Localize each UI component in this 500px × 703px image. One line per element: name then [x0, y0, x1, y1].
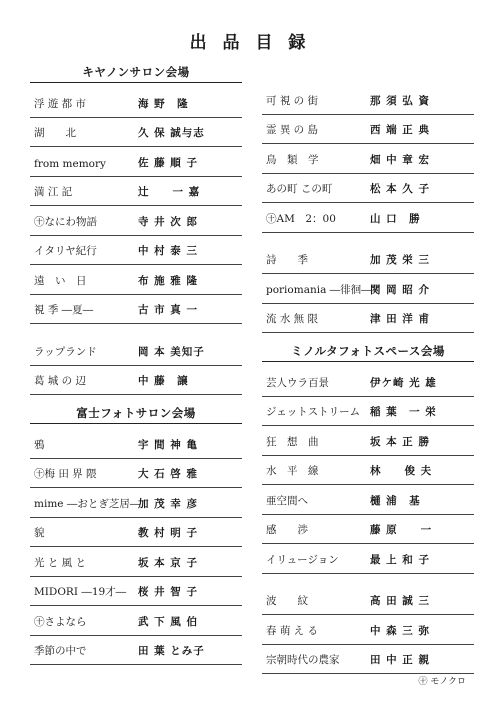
entry-title: 波 紋 [266, 595, 308, 607]
entry-row [262, 586, 474, 616]
entry-title: イリュージョン [266, 553, 339, 566]
entry-row [30, 236, 242, 266]
entry-row [262, 203, 474, 233]
entry-artist: 海 野 隆 [138, 97, 189, 110]
entry-row [30, 636, 242, 666]
entry-list [262, 85, 474, 233]
entry-artist: 西 端 正 典 [370, 124, 430, 136]
right-column [262, 85, 474, 674]
entry-row [262, 426, 474, 456]
entry-title: 光 と 風 と [34, 556, 87, 569]
entry-artist: 松 本 久 子 [370, 183, 430, 195]
entry-list [30, 336, 242, 395]
entry-title: 葛 城 の 辺 [34, 375, 87, 387]
entry-title: 視 季 ―夏― [34, 304, 94, 316]
entry-title: 霊 異 の 島 [266, 124, 319, 136]
entry-title: 亜空間へ [266, 494, 308, 507]
entry-row [262, 544, 474, 574]
entry-row [262, 645, 474, 675]
entry-row [262, 304, 474, 334]
entry-title: from memory [34, 157, 106, 170]
entry-title: ジェットストリーム [266, 406, 361, 418]
entry-row [30, 88, 242, 118]
entry-title: poriomania ―徘徊― [266, 283, 372, 296]
entry-artist: 古 市 真 一 [138, 304, 198, 316]
entry-row [262, 174, 474, 204]
entry-artist: 加 茂 栄 三 [370, 254, 430, 266]
entry-title: 満 江 記 [34, 186, 73, 198]
entry-title: ㊉AM 2：00 [266, 212, 336, 225]
venue-heading-canon: キヤノンサロン会場 [30, 64, 242, 83]
entry-title: 春 萌 え る [266, 624, 319, 637]
entry-row [30, 518, 242, 548]
entry-title: 浮 遊 都 市 [34, 97, 87, 110]
entry-artist: 佐 藤 順 子 [138, 156, 198, 169]
entry-list [262, 245, 474, 334]
entry-title: 鴉 [34, 438, 45, 451]
entry-title: ㊉梅 田 界 隈 [34, 468, 97, 480]
entry-artist: 高 田 誠 三 [370, 595, 430, 607]
entry-title: 遠 い 日 [34, 274, 87, 287]
entry-list [262, 586, 474, 675]
entry-row [30, 336, 242, 366]
entry-row [30, 206, 242, 236]
entry-artist: 藤 原 一 [370, 524, 433, 536]
entry-artist: 坂 本 京 子 [138, 556, 198, 569]
venue-heading-minolta: ミノルタフォトスペース会場 [262, 343, 474, 362]
entry-artist: 布 施 雅 隆 [138, 274, 198, 287]
monochrome-footnote: ㊉ モノクロ [418, 677, 466, 687]
left-column [30, 64, 242, 665]
entry-title: あの町 この町 [266, 183, 333, 195]
entry-title: 鳥 類 学 [266, 153, 319, 166]
entry-artist: 中 村 泰 三 [138, 245, 198, 257]
entry-artist: 関 岡 昭 介 [370, 283, 430, 296]
entry-artist: 那 須 弘 資 [370, 94, 430, 107]
entry-artist: 中 森 三 弥 [370, 624, 430, 637]
entry-row [262, 115, 474, 145]
entry-title: 可 視 の 街 [266, 94, 319, 107]
entry-row [30, 177, 242, 207]
entry-row [30, 366, 242, 396]
entry-artist: 教 村 明 子 [138, 527, 198, 539]
entry-artist: 桜 井 智 子 [138, 586, 198, 598]
entry-artist: 畑 中 章 宏 [370, 153, 430, 166]
entry-title: 流 水 無 限 [266, 313, 319, 325]
entry-title: 貌 [34, 527, 45, 539]
entry-artist: 坂 本 正 勝 [370, 435, 430, 448]
entry-row [262, 397, 474, 427]
entry-artist: 岡 本 美知子 [138, 345, 205, 358]
entry-row [262, 85, 474, 115]
entry-row [262, 367, 474, 397]
entry-artist: 寺 井 次 郎 [138, 215, 198, 228]
entry-row [30, 147, 242, 177]
entry-artist: 武 下 風 伯 [138, 615, 198, 628]
entry-row [30, 488, 242, 518]
entry-row [262, 144, 474, 174]
entry-title: mime ―おとぎ芝居― [34, 497, 141, 510]
entry-artist: 宇 間 神 亀 [138, 438, 198, 451]
entry-row [262, 515, 474, 545]
entry-list [30, 88, 242, 324]
entry-row [30, 295, 242, 325]
entry-title: ㊉さよなら [34, 615, 87, 628]
entry-row [30, 577, 242, 607]
entry-title: 芸人ウラ百景 [266, 376, 329, 389]
entry-artist: 林 俊 夫 [370, 465, 433, 477]
entry-list [262, 367, 474, 574]
entry-artist: 最 上 和 子 [370, 553, 430, 566]
entry-title: MIDORI ―19才― [34, 586, 127, 598]
venue-heading-fuji: 富士フォトサロン会場 [30, 405, 242, 424]
entry-row [262, 456, 474, 486]
entry-title: イタリヤ紀行 [34, 245, 97, 257]
entry-artist: 稲 葉 一 栄 [370, 406, 437, 418]
entry-title: ラップランド [34, 345, 97, 358]
entry-title: 詩 季 [266, 254, 308, 266]
entry-title: 感 渉 [266, 524, 308, 536]
entry-artist: 田 中 正 親 [370, 654, 430, 666]
entry-title: ㊉なにわ物語 [34, 215, 97, 228]
entry-artist: 中 藤 譲 [138, 375, 189, 387]
entry-row [30, 429, 242, 459]
entry-row [262, 274, 474, 304]
entry-row [30, 547, 242, 577]
entry-artist: 樋 浦 基 [370, 494, 421, 507]
entry-row [262, 485, 474, 515]
entry-row [30, 118, 242, 148]
entry-artist: 大 石 啓 雅 [138, 468, 198, 480]
entry-artist: 加 茂 幸 彦 [138, 497, 198, 510]
entry-title: 宗朝時代の農家 [266, 654, 340, 666]
entry-artist: 山 口 勝 [370, 212, 421, 225]
entry-artist: 伊ケ崎 光 雄 [370, 376, 437, 389]
entry-row [30, 265, 242, 295]
catalog-title: 出 品 目 録 [189, 33, 311, 53]
entry-title: 湖 北 [34, 127, 76, 139]
entry-artist: 久 保 誠与志 [138, 127, 205, 139]
entry-list [30, 429, 242, 665]
entry-row [30, 606, 242, 636]
entry-row [262, 245, 474, 275]
entry-artist: 辻 一 嘉 [138, 186, 201, 198]
entry-title: 季節の中で [34, 645, 87, 657]
entry-title: 水 平 線 [266, 465, 319, 477]
entry-row [30, 459, 242, 489]
entry-row [262, 615, 474, 645]
entry-title: 狂 想 曲 [266, 435, 319, 448]
entry-artist: 津 田 洋 甫 [370, 313, 430, 325]
entry-artist: 田 葉 とみ子 [138, 645, 205, 657]
